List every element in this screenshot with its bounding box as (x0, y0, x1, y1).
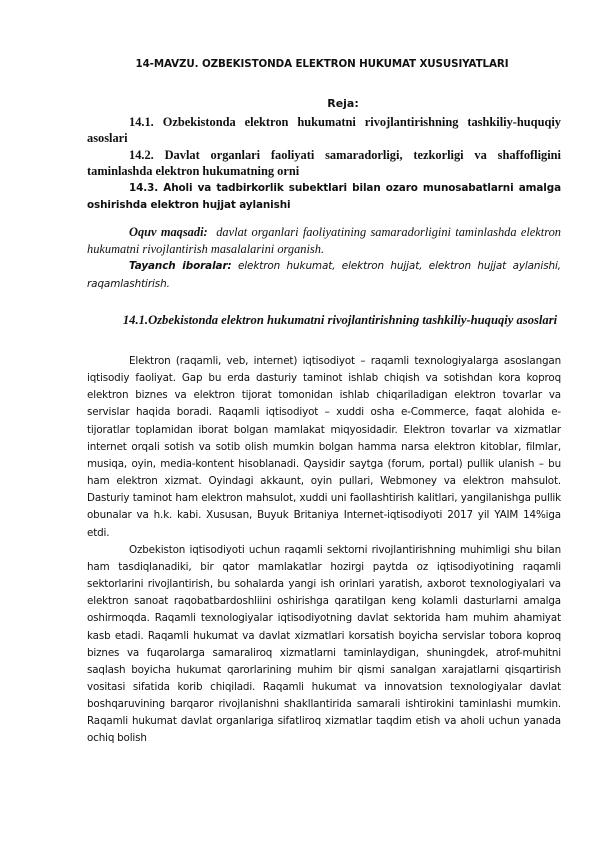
plan-item-2: 14.2. Davlat organlari faoliyati samaradorligi, tezkorligi va shaffofligini taminlashda elektron hukumatning orni (87, 147, 561, 179)
section-heading: 14.1.Ozbekistonda elektron hukumatni rivojlantirishning tashkiliy-huquqiy asoslari (122, 313, 558, 327)
plan-list (87, 114, 561, 214)
plan-item-3: 14.3. Aholi va tadbirkorlik subektlari bilan ozaro munosabatlarni amalga oshirishda elektron hujjat aylanishi (87, 181, 561, 211)
paragraph-2: Ozbekiston iqtisodiyoti uchun raqamli sektorni rivojlantirishning muhimligi shu bilan ham tasdiqlanadiki, bir qator mamlakatlar hozirgi paytda oz iqtisodiyotining raqamli sektorlarini rivojlantirish, bu sohalarda yangi ish orinlari yaratish, axborot texnologiyalari va elektron sanoat raqobatbardoshliini oshirishga qaratilgan keng kolamli dasturlarni amalga oshirmoqda. Raqamli texnologiyalar iqtisodiyotning davlat sektorida ham muhim ahamiyat kasb etadi. Raqamli hukumat va davlat xizmatlari korsatish boyicha servislar tobora koproq biznes va fuqarolarga samaraliroq xizmatlarni taminlaydigan, shuningdek, atrof-muhitni saqlash boyicha hukumat qarorlarining muhim bir qismi sanalgan xarajatlarni qisqartirish vositasi sifatida korib chiqiladi. Raqamli hukumat va innovatsion texnologiyalar davlat boshqaruvining barqaror rivojlanishni shakllantirida samarali ishtirokini taminlashi mumkin. Raqamli hukumat davlat organlariga sifatliroq xizmatlar taqdim etish va aholi uchun yanada ochiq bolish (87, 543, 561, 745)
plan-heading: Reja: (327, 97, 359, 110)
plan-item-1: 14.1. Ozbekistonda elektron hukumatni rivojlantirishning tashkiliy-huquqiy asoslari (87, 115, 561, 146)
learning-goal (87, 224, 561, 258)
keywords (87, 257, 561, 293)
document-title: 14-MAVZU. OZBEKISTONDA ELEKTRON HUKUMAT XUSUSIYATLARI (135, 58, 509, 70)
keywords-text: elektron hukumat, elektron hujjat, elektron hujjat aylanishi, raqamlashtirish. (87, 260, 561, 290)
goal-label: Oquv maqsadi: (129, 225, 208, 239)
keywords-label: Tayanch iboralar: (129, 260, 232, 272)
body-text (87, 353, 561, 748)
paragraph-1: Elektron (raqamli, veb, internet) iqtisodiyot – raqamli texnologiyalarga asoslangan iqtisodiy faoliyat. Gap bu erda dasturiy taminot ishlab chiqish va sotishdan kora koproq elektron biznes va elektron tijorat tomonidan ishlab chiqariladigan elektron tovarlar va servislar haqida boradi. Raqamli iqtisodiyot – xuddi osha e-Commerce, faqat alohida e-tijoratlar toplamidan iborat bolgan mamlakat miqyosidadir. Elektron tovarlar va xizmatlar internet orqali sotish va sotib olish mumkin bolgan hamma narsa elektron kitoblar, filmlar, musiqa, oyin, media-kontent hisoblanadi. Qaysidir saytga (forum, portal) pullik ulanish – bu ham elektron xizmat. Oyindagi akkaunt, oyin pullari, Webmoney va elektron mahsulot. Dasturiy taminot ham elektron mahsulot, xuddi uni faollashtirish kalitlari, yangilanishga pullik obunalar va h.k. kabi. Xususan, Buyuk Britaniya Internet-iqtisodiyoti 2017 yil YAIM 14%iga etdi. (87, 355, 561, 539)
goal-text: davlat organlari faoliyatining samaradorligini taminlashda elektron hukumatni rivojlantirish masalalarini organish. (87, 225, 561, 256)
